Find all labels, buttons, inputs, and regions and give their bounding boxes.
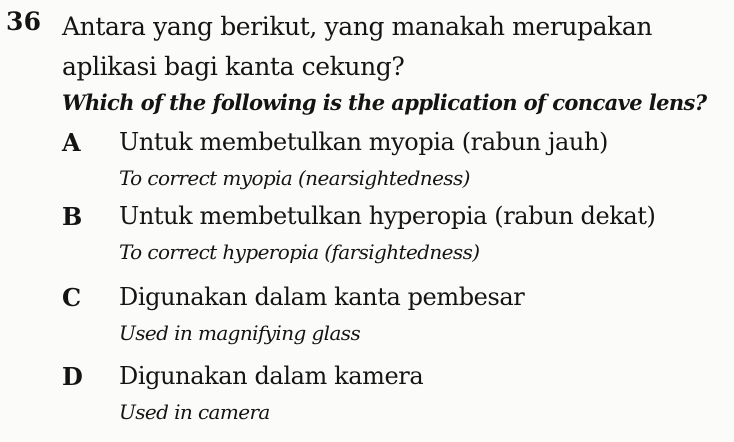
option-c-text-malay: Digunakan dalam kanta pembesar xyxy=(119,283,525,311)
option-d-text-english: Used in camera xyxy=(119,400,270,424)
option-b-text-malay: Untuk membetulkan hyperopia (rabun dekat) xyxy=(119,202,656,230)
question-text-english: Which of the following is the application of concave lens? xyxy=(62,90,707,115)
option-a-letter: A xyxy=(62,128,81,157)
question-number: 36 xyxy=(6,7,42,36)
option-d-letter: D xyxy=(62,362,83,391)
option-d-text-malay: Digunakan dalam kamera xyxy=(119,362,424,390)
option-a-text-english: To correct myopia (nearsightedness) xyxy=(119,166,470,190)
option-c-letter: C xyxy=(62,283,82,312)
question-text-malay: Antara yang berikut, yang manakah merupakan aplikasi bagi kanta cekung? xyxy=(62,12,653,81)
option-a-text-malay: Untuk membetulkan myopia (rabun jauh) xyxy=(119,128,608,156)
option-c-text-english: Used in magnifying glass xyxy=(119,321,361,345)
option-b-text-english: To correct hyperopia (farsightedness) xyxy=(119,240,480,264)
option-b-letter: B xyxy=(62,202,83,231)
